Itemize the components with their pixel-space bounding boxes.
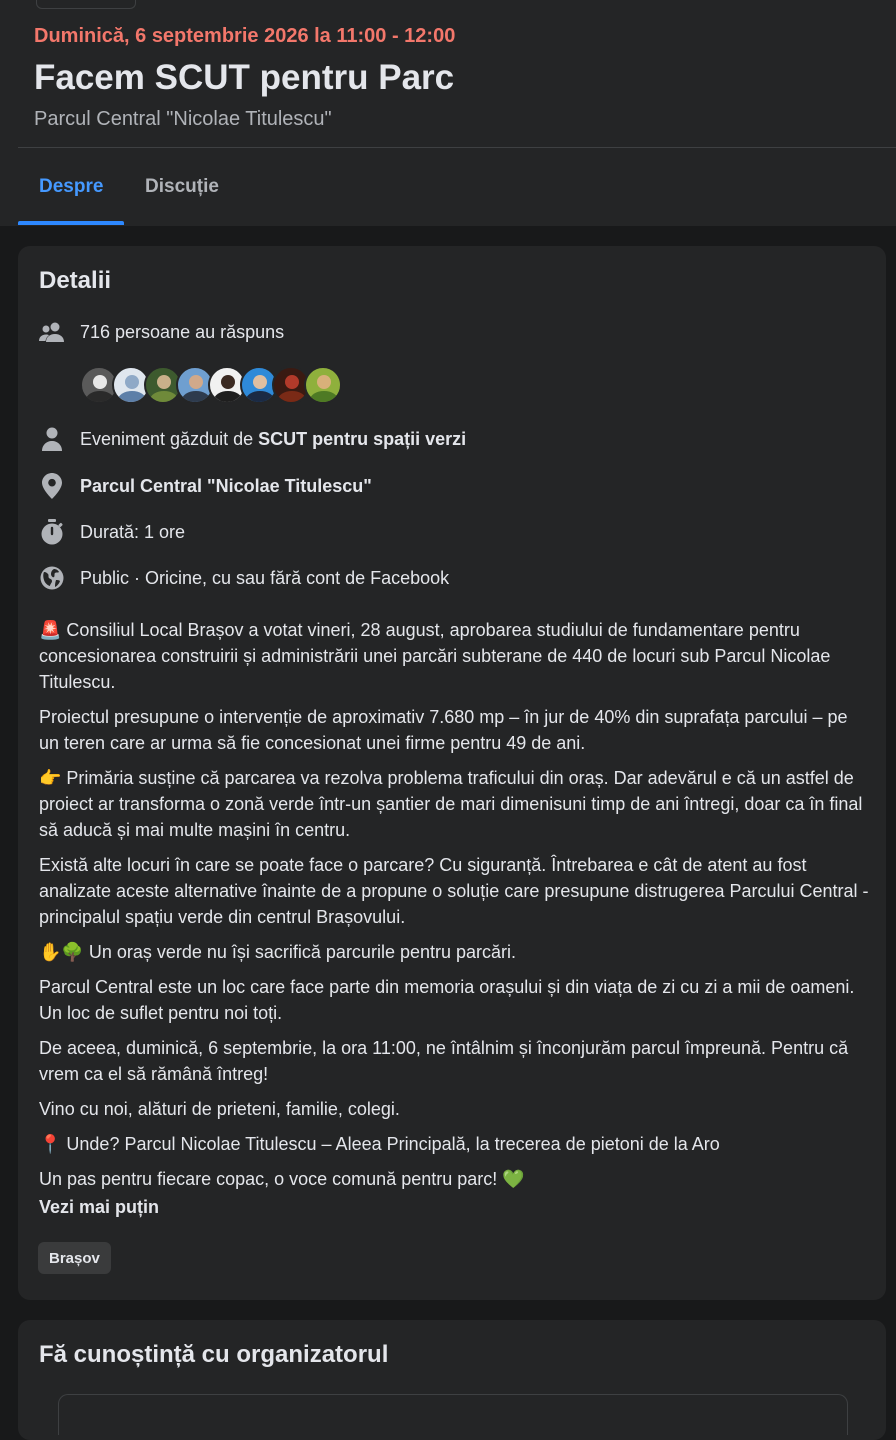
responded-row[interactable] [38,318,284,346]
responded-count: 716 persoane au răspuns [80,321,285,342]
description-paragraph: De aceea, duminică, 6 septembrie, la ora 11:00, ne întâlnim și înconjurăm parcul împreună. Pentru că vrem ca el să rămână întreg! [39,1038,849,1084]
place-name[interactable]: Parcul Central "Nicolae Titulescu" [80,475,372,496]
description-paragraph: Există alte locuri în care se poate face o parcare? Cu siguranță. Întrebarea e cât de atent au fost analizate aceste alternative înainte de a propune o soluție care presupune distrugerea Parcului Central - principalul spațiu verde din centrul Brașovului. [39,855,869,927]
event-date: Duminică, 6 septembrie 2026 la 11:00 - 12:00 [34,25,456,47]
organizer-title: Fă cunoștință cu organizatorul [39,1341,389,1368]
description-paragraph: Un pas pentru fiecare copac, o voce comună pentru parc! 💚 [39,1169,525,1189]
organizer-card [18,1320,886,1440]
top-button-edge[interactable] [36,0,136,9]
people-icon [38,318,66,346]
description-paragraph: 🚨 Consiliul Local Brașov a votat vineri, 28 august, aprobarea studiului de fundamentare pentru concesionarea construirii și administrării unei parcări subterane de 440 de locuri sub Parcul Nicolae Titulescu. [39,620,831,692]
privacy-text: Public · Oricine, cu sau fără cont de Facebook [80,567,450,588]
active-tab-indicator [18,221,124,225]
place-row[interactable] [38,472,372,500]
description-paragraph: 👉 Primăria susține că parcarea va rezolva problema traficului din oraș. Dar adevărul e că un astfel de proiect ar transforma o zonă verde într-un șantier de mari dimenisuni timp de ani întregi, doar ca în final să aducă și mai multe mașini în centru. [39,768,863,840]
avatar[interactable] [304,366,342,404]
stopwatch-icon [38,518,66,546]
description-paragraph: Vino cu noi, alături de prieteni, familie, colegi. [39,1099,400,1119]
duration-row [38,518,185,546]
attendee-avatars[interactable] [80,366,342,404]
tab-despre[interactable]: Despre [39,176,104,197]
location-pin-icon [38,472,66,500]
privacy-row [38,564,449,592]
host-row [38,425,466,453]
globe-icon [38,564,66,592]
host-name-link[interactable]: SCUT pentru spații verzi [258,428,467,449]
duration-text: Durată: 1 ore [80,521,186,542]
person-icon [38,425,66,453]
host-text [80,429,466,450]
header-divider [18,147,896,148]
see-less-button[interactable]: Vezi mai puțin [39,1197,160,1217]
description-paragraph: Parcul Central este un loc care face parte din memoria orașului și din viața de zi cu zi a mii de oameni. Un loc de suflet pentru noi toți. [39,977,855,1023]
location-tag[interactable]: Brașov [38,1242,111,1274]
event-header [0,0,896,226]
description-paragraph: 📍 Unde? Parcul Nicolae Titulescu – Aleea Principală, la trecerea de pietoni de la Aro [39,1134,720,1154]
organizer-profile-box[interactable] [58,1394,848,1435]
description-paragraph: Proiectul presupune o intervenție de aproximativ 7.680 mp – în jur de 40% din suprafața parcului – pe un teren care ar urma să fie concesionat unei firme pentru 49 de ani. [39,707,848,753]
event-title: Facem SCUT pentru Parc [34,58,455,97]
event-description [39,617,869,1201]
tab-discutie[interactable]: Discuție [145,176,219,197]
details-card [18,246,886,1300]
host-prefix: Eveniment găzduit de [80,428,259,449]
description-paragraph: ✋🌳 Un oraș verde nu își sacrifică parcurile pentru parcări. [39,942,517,962]
details-title: Detalii [39,267,112,294]
event-location[interactable]: Parcul Central "Nicolae Titulescu" [34,108,332,130]
